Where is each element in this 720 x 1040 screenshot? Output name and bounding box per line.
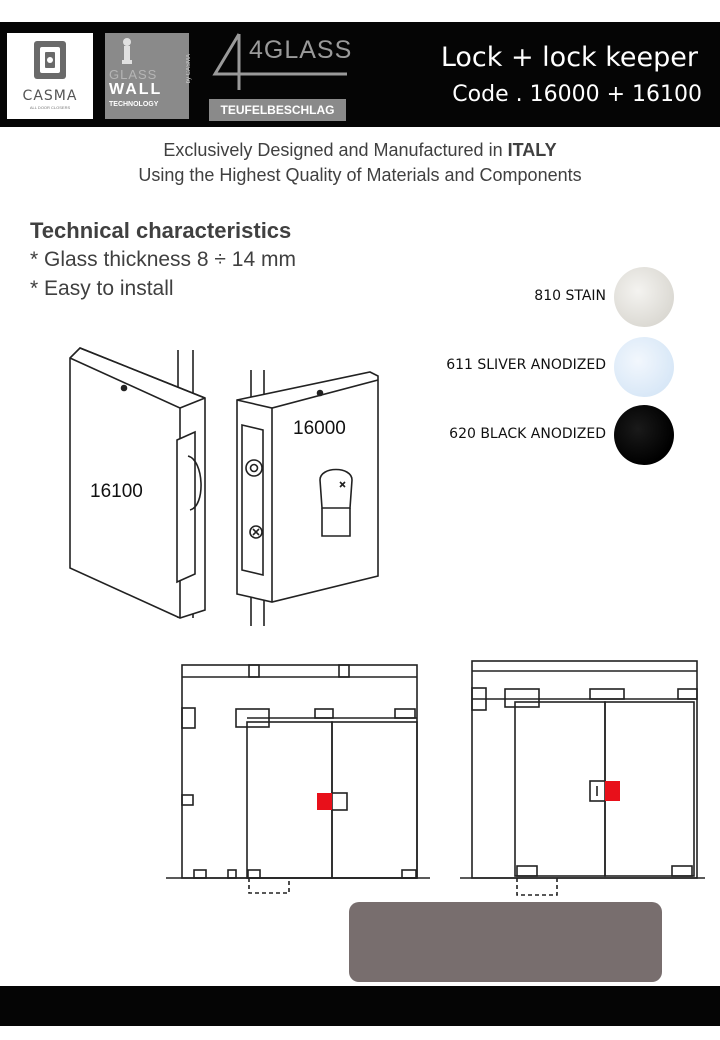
- casma-wordmark: CASMA: [22, 88, 78, 104]
- product-code: Code . 16000 + 16100: [452, 82, 702, 107]
- finish-label-silver: 611 SLIVER ANODIZED: [446, 357, 606, 373]
- spec-glass-thickness: * Glass thickness 8 ÷ 14 mm: [30, 248, 296, 271]
- 4glass-wordmark: 4GLASS: [249, 36, 353, 64]
- teufelbeschlag-badge: TEUFELBESCHLAG: [209, 99, 346, 121]
- lock-marker-left: [317, 793, 332, 810]
- lock-16000-body: [237, 372, 378, 602]
- technical-title: Technical characteristics: [30, 218, 292, 243]
- tagline-line-2: Using the Highest Quality of Materials and Components: [138, 165, 582, 185]
- footer-bar: [0, 986, 720, 1026]
- spec-easy-install: * Easy to install: [30, 277, 174, 300]
- product-title: Lock + lock keeper: [440, 42, 698, 73]
- info-box: [349, 902, 662, 982]
- glasswall-vertical-text: by CASMA: [186, 54, 192, 84]
- keeper-code-label: 16100: [90, 481, 143, 502]
- door-diagram-left: [166, 665, 430, 893]
- finish-label-stain: 810 STAIN: [534, 288, 606, 304]
- casma-subtext: ALL DOOR CLOSERS: [29, 105, 71, 110]
- glasswall-tech-text: TECHNOLOGY: [109, 101, 159, 108]
- tagline-country: ITALY: [507, 140, 557, 160]
- lock-code-label: 16000: [293, 418, 346, 439]
- finish-label-black: 620 BLACK ANODIZED: [449, 426, 606, 442]
- tagline-text: Exclusively Designed and Manufactured in: [163, 140, 508, 160]
- lock-marker-right: [605, 781, 620, 801]
- glasswall-glass-text: GLASS: [109, 67, 158, 82]
- glasswall-wall-text: WALL: [109, 81, 163, 98]
- door-diagram-right: [460, 661, 705, 895]
